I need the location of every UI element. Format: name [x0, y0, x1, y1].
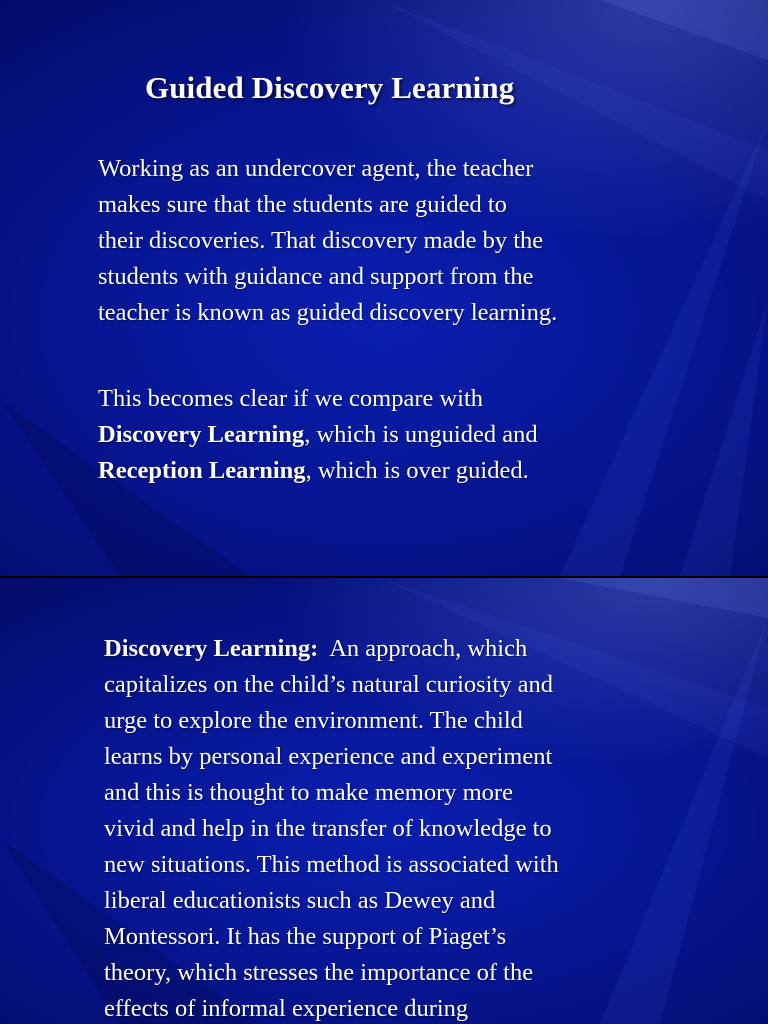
text-line: makes sure that the students are guided to: [98, 191, 507, 218]
text-line: their discoveries. That discovery made by the: [98, 227, 544, 254]
text-line: vivid and help in the transfer of knowledge to: [104, 815, 552, 842]
text-line: Montessori. It has the support of Piaget’s: [104, 923, 507, 950]
text-line: Working as an undercover agent, the teacher: [98, 155, 534, 182]
slide-title: Guided Discovery Learning: [145, 70, 515, 105]
text-line: capitalizes on the child’s natural curiosity and: [104, 671, 554, 698]
paragraph-comparison: [98, 381, 738, 489]
term-discovery-learning: Discovery Learning: [98, 421, 305, 448]
paragraph-discovery-definition: [104, 631, 744, 1024]
text-line: teacher is known as guided discovery learning.: [98, 299, 558, 326]
text-line: new situations. This method is associated with: [104, 851, 559, 878]
text-line: learns by personal experience and experiment: [104, 743, 553, 770]
paragraph-guided-intro: [98, 151, 738, 331]
term-description: , which is over guided.: [305, 457, 529, 484]
text-line: This becomes clear if we compare with: [98, 385, 484, 412]
term-reception-learning: Reception Learning: [98, 457, 306, 484]
term-description: , which is unguided and: [304, 421, 538, 448]
text-line: students with guidance and support from the: [98, 263, 534, 290]
slide-discovery-learning: [0, 578, 768, 1024]
definition-start: An approach, which: [318, 635, 528, 662]
term-discovery-learning: Discovery Learning:: [104, 635, 319, 662]
text-line: effects of informal experience during: [104, 995, 469, 1022]
text-line: [104, 631, 744, 667]
text-line: urge to explore the environment. The child: [104, 707, 523, 734]
text-line: and this is thought to make memory more: [104, 779, 513, 806]
text-line: liberal educationists such as Dewey and: [104, 887, 496, 914]
text-line: theory, which stresses the importance of the: [104, 959, 534, 986]
text-line: [98, 417, 738, 453]
text-line: [98, 453, 738, 489]
